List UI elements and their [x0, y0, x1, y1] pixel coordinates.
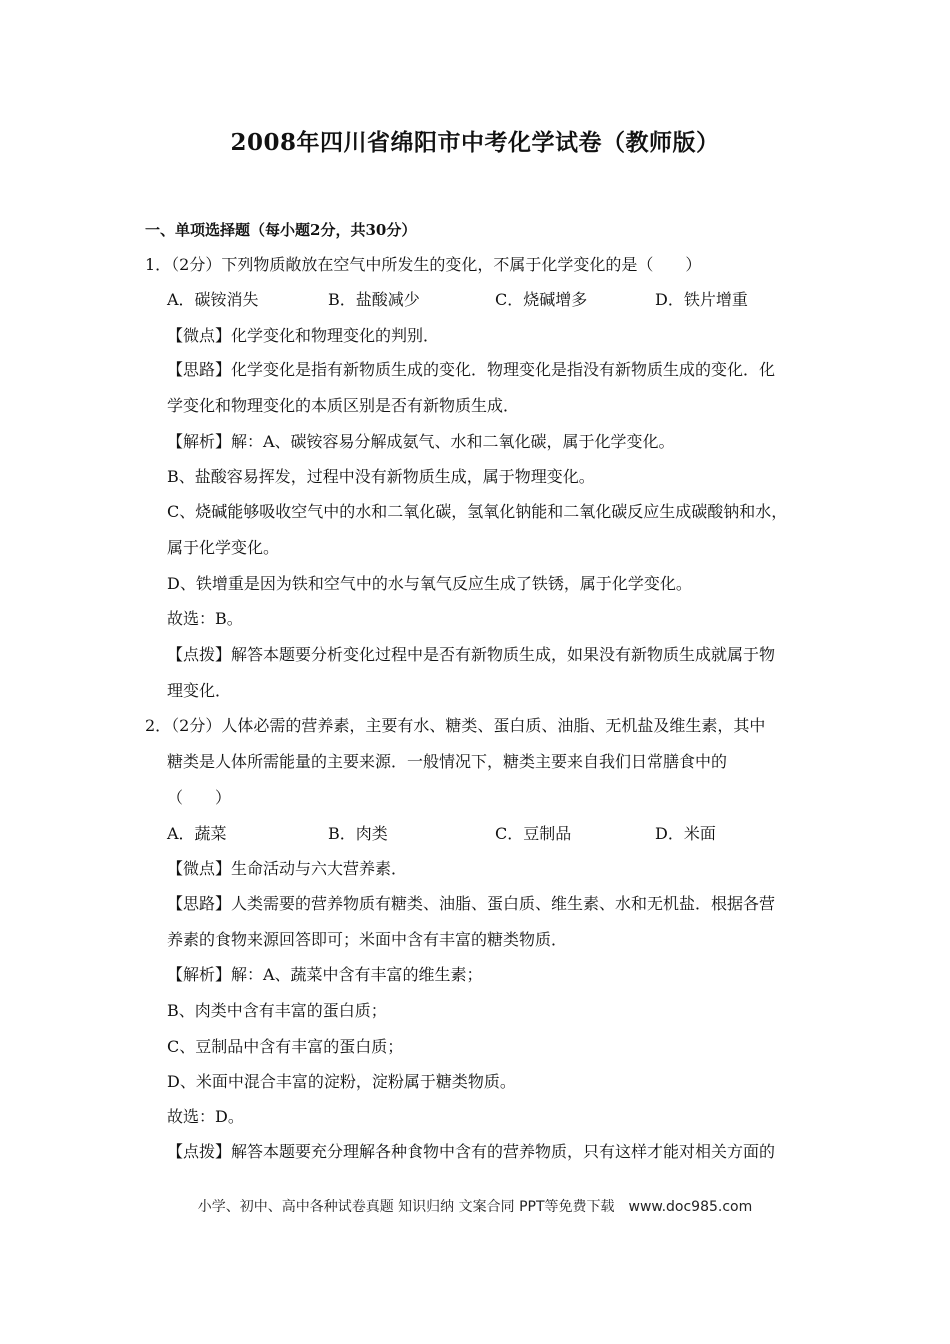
q2-option-a: A．蔬菜 [167, 824, 227, 843]
q1-answer: 故选：B。 [167, 609, 243, 628]
q1-thinking-line: 学变化和物理变化的本质区别是否有新物质生成． [167, 396, 520, 415]
q1-tip-line: 【点拨】解答本题要分析变化过程中是否有新物质生成，如果没有新物质生成就属于物 [167, 645, 776, 664]
q1-analysis-line: 属于化学变化。 [167, 538, 280, 557]
section-heading: 一、单项选择题（每小题2分，共30分） [145, 221, 417, 239]
q1-analysis-line: B、盐酸容易挥发，过程中没有新物质生成，属于物理变化。 [167, 467, 595, 486]
q2-thinking-line: 【思路】人类需要的营养物质有糖类、油脂、蛋白质、维生素、水和无机盐．根据各营 [167, 894, 776, 913]
q1-thinking-line: 【思路】化学变化是指有新物质生成的变化．物理变化是指没有新物质生成的变化．化 [167, 360, 776, 379]
question-2-stem: 糖类是人体所需能量的主要来源．一般情况下，糖类主要来自我们日常膳食中的 [167, 752, 728, 771]
q2-option-b: B．肉类 [328, 824, 388, 843]
q1-option-b: B．盐酸减少 [328, 290, 420, 309]
q1-option-d: D．铁片增重 [655, 290, 748, 309]
q1-analysis-line: D、铁增重是因为铁和空气中的水与氧气反应生成了铁锈，属于化学变化。 [167, 574, 692, 593]
q1-option-a: A．碳铵消失 [167, 290, 259, 309]
q1-option-c: C．烧碱增多 [495, 290, 588, 309]
q2-knowledge-point: 【微点】生命活动与六大营养素． [167, 859, 408, 878]
q2-thinking-line: 养素的食物来源回答即可；米面中含有丰富的糖类物质． [167, 930, 568, 949]
page-title: 2008年四川省绵阳市中考化学试卷（教师版） [230, 129, 720, 156]
q2-option-d: D．米面 [655, 824, 716, 843]
question-2-stem: 2．（2分）人体必需的营养素，主要有水、糖类、蛋白质、油脂、无机盐及维生素，其中 [145, 716, 766, 735]
q2-analysis-line: 【解析】解：A、蔬菜中含有丰富的维生素； [167, 965, 483, 984]
question-1-stem: 1．（2分）下列物质敞放在空气中所发生的变化，不属于化学变化的是（ ） [145, 255, 702, 274]
q2-analysis-line: D、米面中混合丰富的淀粉，淀粉属于糖类物质。 [167, 1072, 516, 1091]
page-footer: 小学、初中、高中各种试卷真题 知识归纳 文案合同 PPT等免费下载 www.doc985.com [197, 1199, 753, 1215]
q1-analysis-line: 【解析】解：A、碳铵容易分解成氨气、水和二氧化碳，属于化学变化。 [167, 432, 675, 451]
q1-analysis-line: C、烧碱能够吸收空气中的水和二氧化碳，氢氧化钠能和二氧化碳反应生成碳酸钠和水， [167, 502, 788, 521]
q2-analysis-line: B、肉类中含有丰富的蛋白质； [167, 1001, 387, 1020]
q1-tip-line: 理变化． [167, 681, 232, 700]
q2-answer: 故选：D。 [167, 1107, 244, 1126]
q2-tip-line: 【点拨】解答本题要充分理解各种食物中含有的营养物质，只有这样才能对相关方面的 [167, 1142, 776, 1161]
q2-analysis-line: C、豆制品中含有丰富的蛋白质； [167, 1037, 404, 1056]
q1-knowledge-point: 【微点】化学变化和物理变化的判别． [167, 326, 440, 345]
question-2-stem: （ ） [167, 788, 232, 807]
q2-option-c: C．豆制品 [495, 824, 572, 843]
